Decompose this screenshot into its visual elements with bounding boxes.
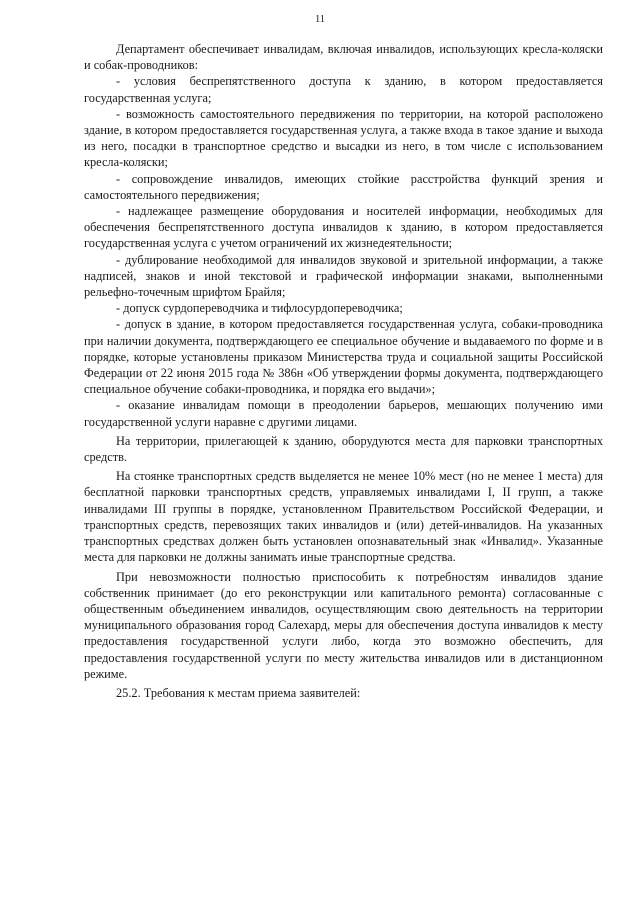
list-item-access-conditions: - условия беспрепятственного доступа к зданию, в котором предоставляется государственная услуга; bbox=[84, 74, 603, 105]
list-item-guide-dog: - допуск в здание, в котором предоставляется государственная услуга, собаки-проводника при наличии документа, подтверждающего ее специальное обучение и выдаваемого по форме и в порядке, которые установлены приказом Министерства труда и социальной защиты Российской Федерации от 22 июня 2015 года № 386н «Об утверждении формы документа, подтверждающего специальное обучение собаки-проводника, и порядка его выдачи»; bbox=[84, 317, 603, 397]
list-item-equipment-placement: - надлежащее размещение оборудования и носителей информации, необходимых для обеспечения беспрепятственного доступа инвалидов к зданию, в котором предоставляется государственная услуга с учетом ограничений их жизнедеятельности; bbox=[84, 204, 603, 251]
document-body bbox=[84, 41, 603, 701]
intro-paragraph: Департамент обеспечивает инвалидам, включая инвалидов, использующих кресла-коляски и собак-проводников: bbox=[84, 42, 603, 73]
owner-measures-paragraph: При невозможности полностью приспособить к потребностям инвалидов здание собственник принимает (до его реконструкции или капитального ремонта) согласованные с общественным объединением инвалидов, осуществляющим свою деятельность на территории муниципального образования город Салехард, меры для обеспечения доступа инвалидов к месту предоставления государственной услуги либо, когда это возможно обеспечить, для предоставления государственной услуги по месту жительства инвалидов или в дистанционном режиме. bbox=[84, 569, 603, 681]
parking-paragraph: На территории, прилегающей к зданию, оборудуются места для парковки транспортных средств. bbox=[84, 433, 603, 465]
parking-quota-paragraph: На стоянке транспортных средств выделяется не менее 10% мест (но не менее 1 места) для бесплатной парковки транспортных средств, управляемых инвалидами I, II групп, а также инвалидами III группы в порядке, установленном Правительством Российской Федерации, и транспортных средств, перевозящих таких инвалидов и (или) детей-инвалидов. На указанных транспортных средствах должен быть установлен опознавательный знак «Инвалид». Указанные места для парковки не должны занимать иные транспортные средства. bbox=[84, 469, 603, 565]
section-heading-25-2: 25.2. Требования к местам приема заявителей: bbox=[116, 685, 361, 700]
list-item-sign-interpreter: - допуск сурдопереводчика и тифлосурдопереводчика; bbox=[116, 301, 403, 316]
list-item-escort: - сопровождение инвалидов, имеющих стойкие расстройства функций зрения и самостоятельного передвижения; bbox=[84, 171, 603, 202]
list-item-barrier-help: - оказание инвалидам помощи в преодолении барьеров, мешающих получению ими государственной услуги наравне с другими лицами. bbox=[84, 398, 603, 429]
list-item-independent-movement: - возможность самостоятельного передвижения по территории, на которой расположено здание, в котором предоставляется государственная услуга, а также входа в такое здание и выхода из него, посадки в транспортное средство и высадки из него, в том числе с использованием кресла-коляски; bbox=[84, 106, 603, 170]
list-item-braille-duplication: - дублирование необходимой для инвалидов звуковой и зрительной информации, а также надписей, знаков и иной текстовой и графической информации знаками, выполненными рельефно-точечным шрифтом Брайля; bbox=[84, 252, 603, 300]
page-number: 11 bbox=[314, 14, 326, 25]
